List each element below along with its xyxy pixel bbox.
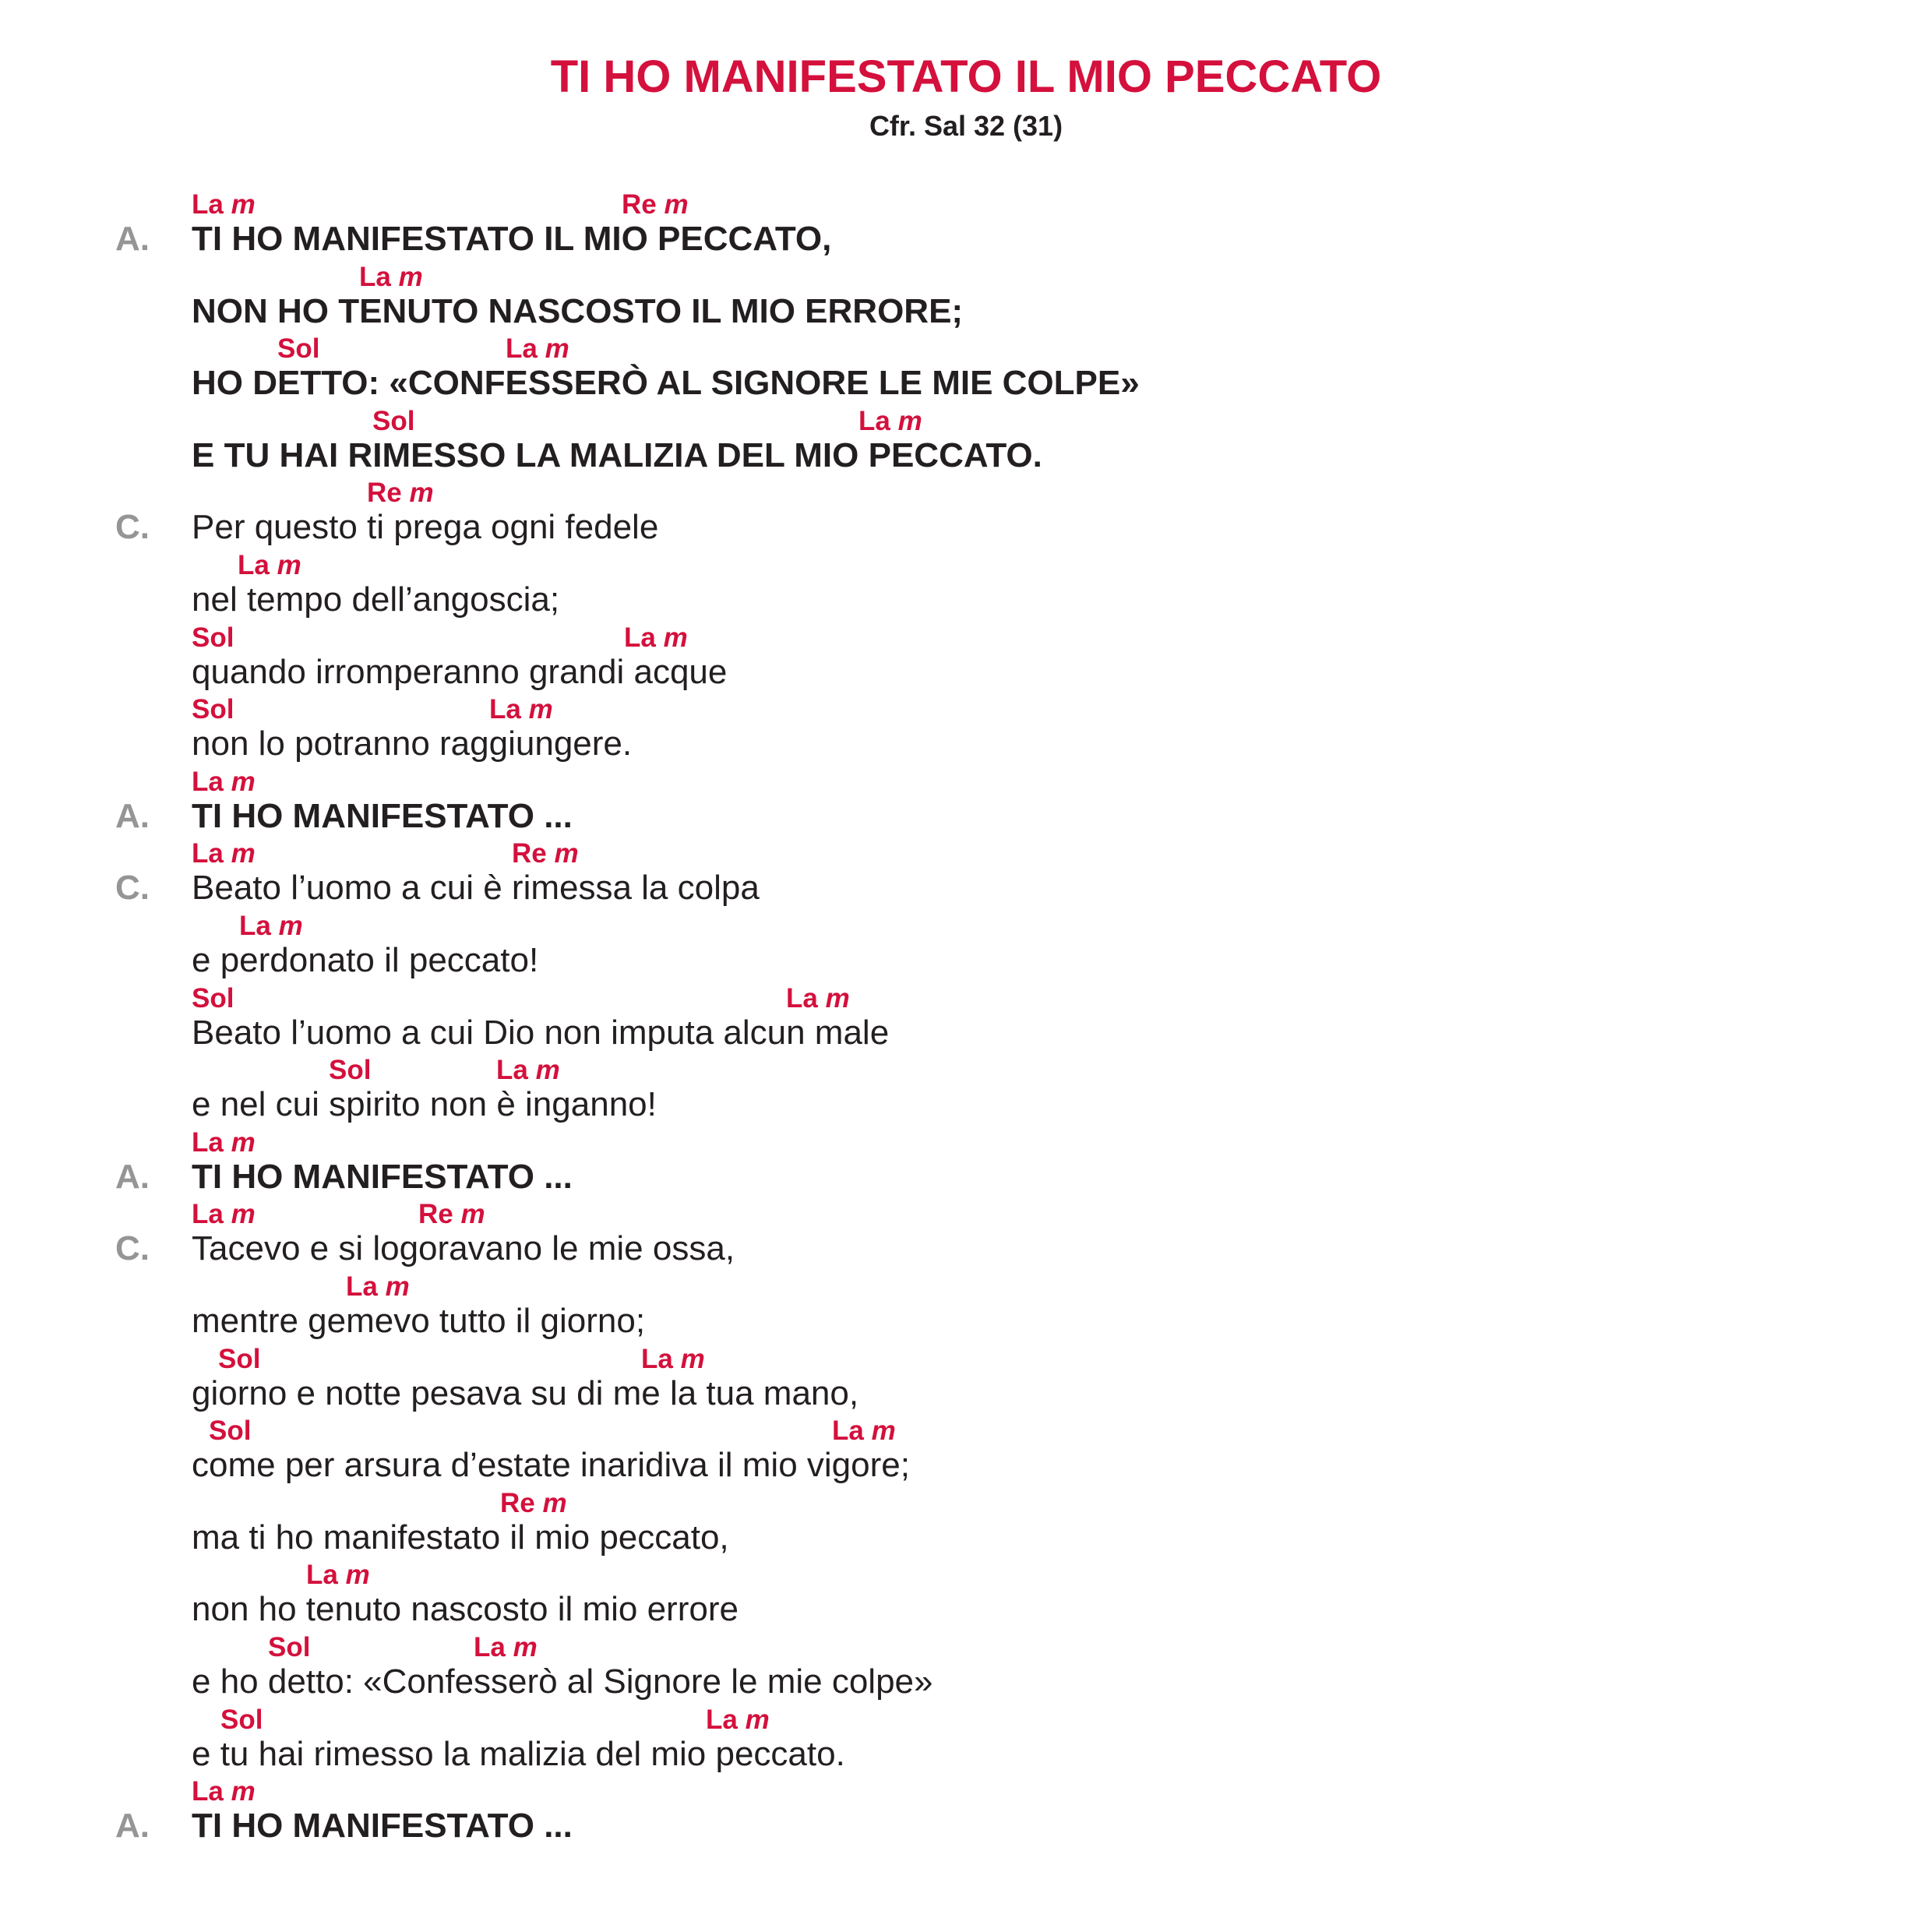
lyric-text: Tacevo e si logoravano le mie ossa, xyxy=(192,1229,735,1267)
chord-label xyxy=(832,1416,896,1446)
assembly-marker: A. xyxy=(115,220,150,258)
lyric-line xyxy=(0,509,1932,545)
chord-root: La xyxy=(641,1344,673,1374)
chord-label xyxy=(238,551,301,580)
chord-quality: m xyxy=(385,1271,410,1302)
chord-quality: m xyxy=(680,1344,705,1374)
chord-label xyxy=(706,1705,770,1735)
chord-quality: m xyxy=(542,1488,567,1518)
cantor-marker: C. xyxy=(115,869,150,907)
chord-label xyxy=(192,190,256,220)
chord-label xyxy=(209,1416,251,1446)
chord-root: Re xyxy=(512,838,547,869)
lyric-line xyxy=(0,294,1932,330)
chord-root: La xyxy=(192,1776,224,1807)
chord-quality: m xyxy=(897,406,922,436)
lyric-text: Beato l’uomo a cui Dio non imputa alcun male xyxy=(192,1014,890,1052)
lyric-line xyxy=(0,1664,1932,1700)
lyric-text: ma ti ho manifestato il mio peccato, xyxy=(192,1518,729,1557)
lyric-line xyxy=(0,1231,1932,1267)
chord-quality: m xyxy=(231,1127,256,1158)
lyric-line xyxy=(0,1736,1932,1772)
chord-label xyxy=(192,623,234,653)
chord-label xyxy=(329,1056,371,1085)
chord-label xyxy=(239,911,303,941)
chord-quality: m xyxy=(871,1416,896,1446)
chord-root: La xyxy=(192,1127,224,1158)
chord-root: La xyxy=(506,333,538,364)
lyric-line xyxy=(0,1087,1932,1123)
chord-label xyxy=(192,984,234,1014)
chord-root: La xyxy=(192,767,224,797)
chord-quality: m xyxy=(528,694,553,724)
chord-quality: m xyxy=(825,983,850,1014)
chord-label xyxy=(506,334,569,364)
chord-label xyxy=(624,623,688,653)
chord-label xyxy=(346,1272,410,1302)
lyric-line xyxy=(0,1520,1932,1556)
chord-root: La xyxy=(239,911,271,941)
chord-root: Sol xyxy=(192,983,234,1014)
lyric-line xyxy=(0,726,1932,762)
chord-label xyxy=(641,1345,705,1374)
chord-root: Re xyxy=(500,1488,535,1518)
lyric-text: giorno e notte pesava su di me la tua mano, xyxy=(192,1374,859,1412)
lyric-text: TI HO MANIFESTATO ... xyxy=(192,1158,573,1196)
chord-quality: m xyxy=(409,478,434,508)
chord-label xyxy=(218,1345,260,1374)
song-title: TI HO MANIFESTATO IL MIO PECCATO xyxy=(550,51,1382,102)
chord-root: Sol xyxy=(192,694,234,724)
assembly-marker: A. xyxy=(115,1158,150,1196)
lyric-line xyxy=(0,1303,1932,1339)
chord-root: La xyxy=(474,1632,506,1662)
chord-root: Re xyxy=(622,189,657,220)
lyric-line xyxy=(0,221,1932,257)
chord-root: La xyxy=(192,838,224,869)
lyric-line xyxy=(0,799,1932,834)
lyric-text: quando irromperanno grandi acque xyxy=(192,653,728,691)
lyric-text: e nel cui spirito non è inganno! xyxy=(192,1085,657,1123)
lyric-line xyxy=(0,365,1932,401)
chord-root: La xyxy=(346,1271,378,1302)
chord-root: La xyxy=(192,1199,224,1229)
lyric-text: nel tempo dell’angoscia; xyxy=(192,580,560,619)
lyric-text: e perdonato il peccato! xyxy=(192,941,539,979)
lyric-line xyxy=(0,1015,1932,1051)
chord-quality: m xyxy=(231,1199,256,1229)
lyric-line xyxy=(0,654,1932,690)
chord-root: Sol xyxy=(277,333,320,364)
chord-label xyxy=(359,263,423,292)
chord-label xyxy=(372,407,414,436)
chord-root: La xyxy=(489,694,521,724)
chord-quality: m xyxy=(460,1199,485,1229)
chord-root: La xyxy=(786,983,818,1014)
chord-label xyxy=(306,1560,370,1590)
chord-quality: m xyxy=(278,911,303,941)
chord-label xyxy=(192,1777,256,1807)
lyric-text: e tu hai rimesso la malizia del mio peccato. xyxy=(192,1735,845,1773)
chord-root: La xyxy=(858,406,890,436)
lyric-line xyxy=(0,870,1932,906)
chord-root: La xyxy=(624,622,656,653)
lyric-text: TI HO MANIFESTATO ... xyxy=(192,797,573,835)
chord-quality: m xyxy=(277,550,301,580)
chord-label xyxy=(192,767,256,797)
chord-root: La xyxy=(238,550,270,580)
lyric-text: NON HO TENUTO NASCOSTO IL MIO ERRORE; xyxy=(192,292,964,330)
chord-root: La xyxy=(706,1705,738,1735)
chord-label xyxy=(192,1200,256,1229)
lyric-text: E TU HAI RIMESSO LA MALIZIA DEL MIO PECCATO. xyxy=(192,436,1042,474)
chord-root: Sol xyxy=(192,622,234,653)
chord-root: Sol xyxy=(268,1632,311,1662)
chord-label xyxy=(220,1705,263,1735)
chord-label xyxy=(786,984,850,1014)
chord-root: La xyxy=(192,189,224,220)
chord-quality: m xyxy=(231,838,256,869)
assembly-marker: A. xyxy=(115,1807,150,1845)
lyric-text: mentre gemevo tutto il giorno; xyxy=(192,1302,646,1340)
chord-label xyxy=(622,190,689,220)
chord-label xyxy=(512,839,579,869)
chord-root: Sol xyxy=(209,1416,252,1446)
chord-root: Re xyxy=(367,478,402,508)
lyric-text: non lo potranno raggiungere. xyxy=(192,724,633,763)
cantor-marker: C. xyxy=(115,508,150,546)
chord-quality: m xyxy=(231,189,256,220)
chord-label xyxy=(268,1633,310,1662)
lyric-line xyxy=(0,1447,1932,1483)
chord-quality: m xyxy=(664,189,689,220)
chord-root: La xyxy=(832,1416,864,1446)
lyric-line xyxy=(0,438,1932,474)
chord-root: Sol xyxy=(220,1705,263,1735)
lyric-text: non ho tenuto nascosto il mio errore xyxy=(192,1590,739,1628)
chord-label xyxy=(489,695,553,724)
chord-quality: m xyxy=(231,767,256,797)
chord-label xyxy=(192,839,256,869)
chord-label xyxy=(192,695,234,724)
chord-label xyxy=(192,1128,256,1158)
lyric-text: TI HO MANIFESTATO ... xyxy=(192,1807,573,1845)
chord-quality: m xyxy=(513,1632,538,1662)
cantor-marker: C. xyxy=(115,1229,150,1267)
chord-quality: m xyxy=(231,1776,256,1807)
chord-root: La xyxy=(496,1055,528,1085)
psalm-reference: Cfr. Sal 32 (31) xyxy=(869,110,1063,142)
chord-quality: m xyxy=(545,333,569,364)
lyric-text: HO DETTO: «CONFESSERÒ AL SIGNORE LE MIE COLPE» xyxy=(192,364,1140,402)
chord-quality: m xyxy=(745,1705,770,1735)
chord-quality: m xyxy=(554,838,579,869)
chord-root: Sol xyxy=(329,1055,372,1085)
chord-label xyxy=(418,1200,485,1229)
chord-root: La xyxy=(359,262,391,292)
lyric-text: Beato l’uomo a cui è rimessa la colpa xyxy=(192,869,760,907)
lyric-line xyxy=(0,943,1932,978)
chord-root: Re xyxy=(418,1199,453,1229)
chord-label xyxy=(500,1489,567,1518)
lyric-line xyxy=(0,1376,1932,1412)
chord-label xyxy=(496,1056,560,1085)
lyric-line xyxy=(0,1808,1932,1844)
lyric-line xyxy=(0,582,1932,618)
chord-root: Sol xyxy=(218,1344,261,1374)
chord-quality: m xyxy=(663,622,688,653)
lyric-text: TI HO MANIFESTATO IL MIO PECCATO, xyxy=(192,220,832,258)
chord-quality: m xyxy=(398,262,423,292)
chord-label xyxy=(367,478,434,508)
chord-root: La xyxy=(306,1560,338,1590)
chord-label xyxy=(474,1633,538,1662)
lyric-line xyxy=(0,1592,1932,1627)
assembly-marker: A. xyxy=(115,797,150,835)
chord-label xyxy=(858,407,922,436)
lyric-line xyxy=(0,1159,1932,1195)
lyric-text: e ho detto: «Confesserò al Signore le mie colpe» xyxy=(192,1662,933,1701)
chord-quality: m xyxy=(535,1055,560,1085)
chord-quality: m xyxy=(345,1560,370,1590)
lyric-text: come per arsura d’estate inaridiva il mio vigore; xyxy=(192,1446,910,1484)
chord-root: Sol xyxy=(372,406,415,436)
chord-label xyxy=(277,334,319,364)
lyric-text: Per questo ti prega ogni fedele xyxy=(192,508,659,546)
